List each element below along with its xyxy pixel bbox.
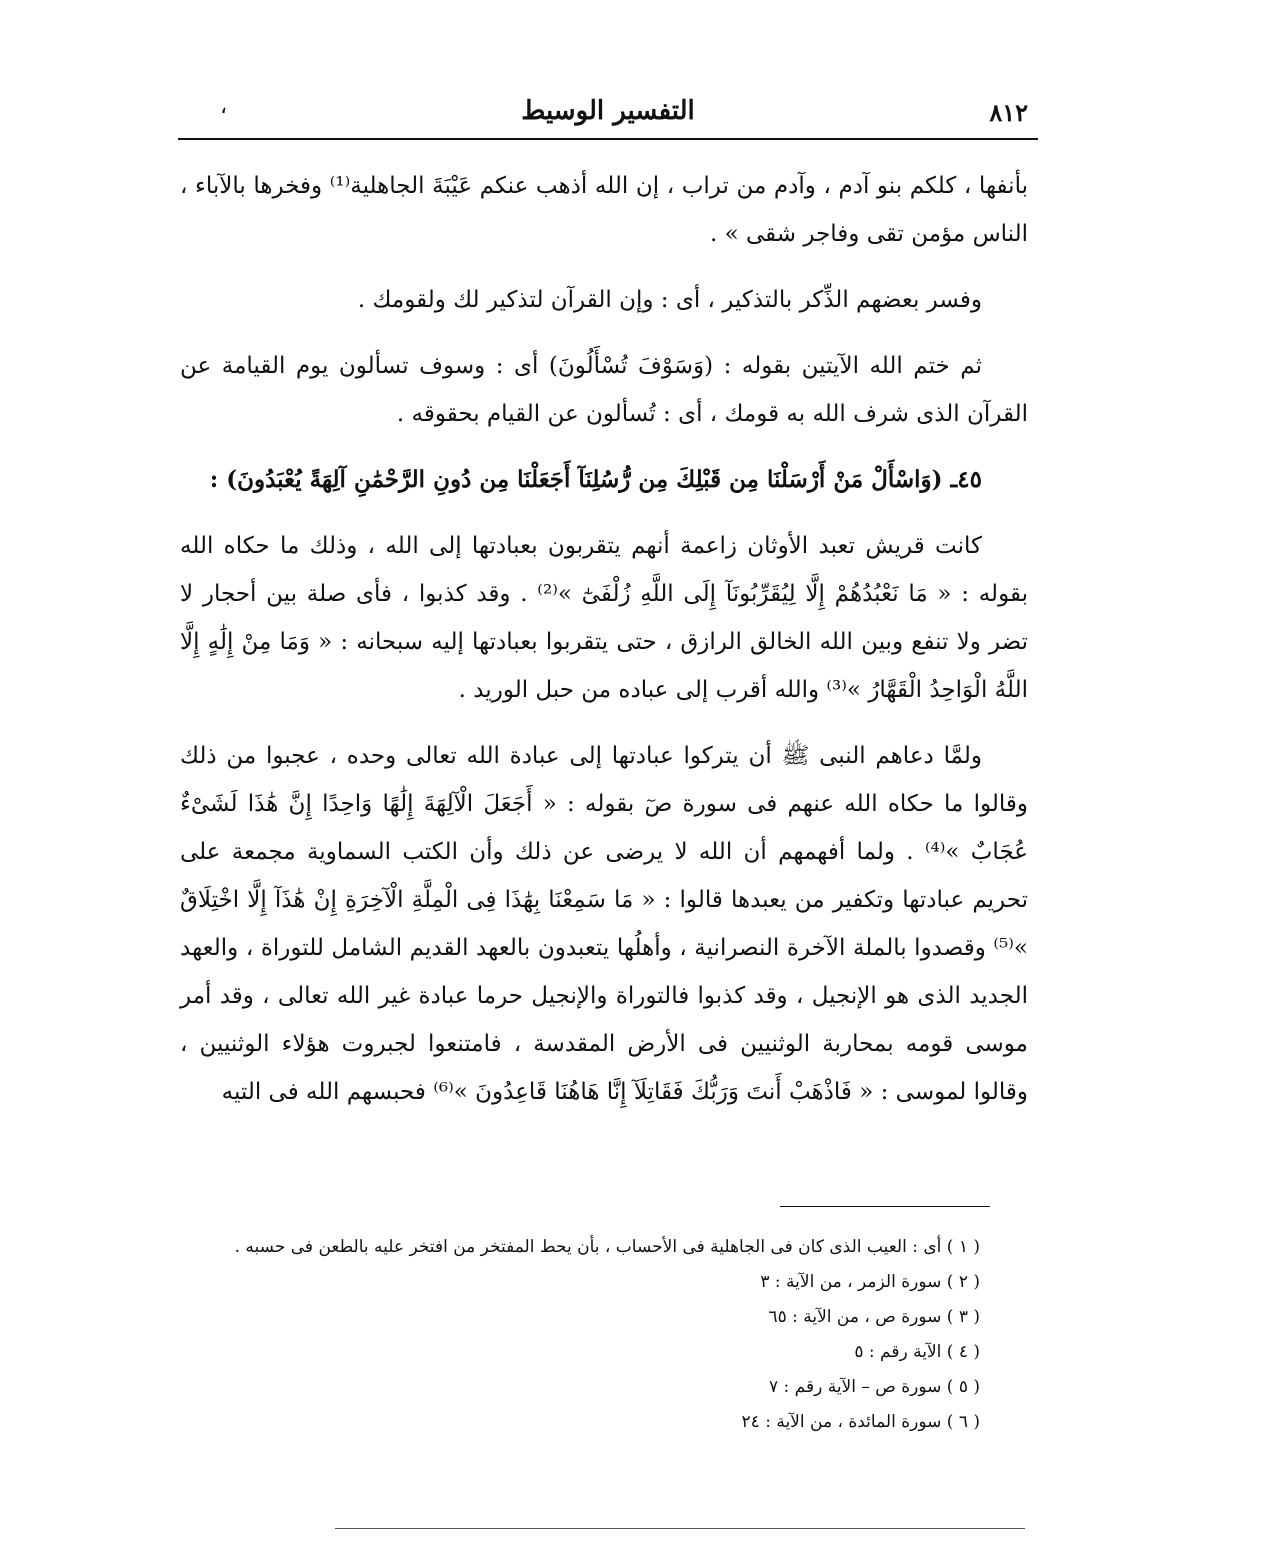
bottom-edge-line bbox=[335, 1528, 1025, 1529]
footnote-3: ( ٣ ) سورة ص ، من الآية : ٦٥ bbox=[768, 1307, 980, 1327]
footnote-divider bbox=[780, 1206, 990, 1207]
paragraph-dhikr: وفسر بعضهم الذِّكر بالتذكير ، أى : وإن القرآن لتذكير لك ولقومك . bbox=[357, 287, 982, 313]
footnote-1: ( ١ ) أى : العيب الذى كان فى الجاهلية فى الأحساب ، بأن يحط المفتخر من افتخر عليه بالطعن فى حسبه . bbox=[234, 1237, 980, 1257]
footnote-4: ( ٤ ) الآية رقم : ٥ bbox=[854, 1342, 980, 1362]
paragraph-prophet-call: ولمَّا دعاهم النبى ﷺ أن يتركوا عبادتها إلى عبادة الله تعالى وحده ، عجبوا من ذلك وقالوا ما حكاه الله عنهم فى سورة صٓ بقوله : « أَجَعَلَ الْآلِهَةَ إِلَٰهًا وَاحِدًا إِنَّ هَٰذَا لَشَىْءٌ عُجَابٌ »⁽⁴⁾ . ولما أفهمهم أن الله لا يرضى عن ذلك وأن الكتب السماوية مجمعة على تحريم عبادتها وتكفير من يعبدها قالوا : « مَا سَمِعْنَا بِهَٰذَا فِى الْمِلَّةِ الْآخِرَةِ إِنْ هَٰذَآ إِلَّا اخْتِلَاقٌ »⁽⁵⁾ وقصدوا بالملة الآخرة النصرانية ، وأهلُها يتعبدون بالعهد القديم الشامل للتوراة ، والعهد الجديد الذى هو الإنجيل ، وقد كذبوا فالتوراة والإنجيل حرما عبادة غير الله تعالى ، وقد أمر موسى قومه بمحاربة الوثنيين فى الأرض المقدسة ، فامتنعوا لجبروت هؤلاء الوثنيين ، وقالوا لموسى : « فَاذْهَبْ أَنتَ وَرَبُّكَ فَقَاتِلَآ إِنَّا هَاهُنَا قَاعِدُونَ »⁽⁶⁾ فحبسهم الله فى التيه bbox=[180, 743, 1029, 1105]
page-number: ٨١٢ bbox=[989, 98, 1028, 127]
footnotes bbox=[200, 1230, 980, 1440]
paragraph-hadith-end: بأنفها ، كلكم بنو آدم ، وآدم من تراب ، إن الله أذهب عنكم عَيْبَةَ الجاهلية⁽¹⁾ وفخرها بالآباء ، الناس مؤمن تقى وفاجر شقى » . bbox=[180, 173, 1028, 247]
main-text bbox=[180, 162, 1028, 1134]
page-header bbox=[178, 92, 1038, 138]
footnote-5: ( ٥ ) سورة ص – الآية رقم : ٧ bbox=[768, 1377, 980, 1397]
running-title: التفسير الوسيط bbox=[521, 96, 695, 126]
header-divider bbox=[178, 138, 1038, 140]
paragraph-quraysh: كانت قريش تعبد الأوثان زاعمة أنهم يتقربون بعبادتها إلى الله ، وذلك ما حكاه الله بقوله : « مَا نَعْبُدُهُمْ إِلَّا لِيُقَرِّبُونَآ إِلَى اللَّهِ زُلْفَىٰٓ »⁽²⁾ . وقد كذبوا ، فأى صلة بين أحجار لا تضر ولا تنفع وبين الله الخالق الرازق ، حتى يتقربوا بعبادتها إليه سبحانه : « وَمَا مِنْ إِلَٰهٍ إِلَّا اللَّهُ الْوَاحِدُ الْقَهَّارُ »⁽³⁾ والله أقرب إلى عباده من حبل الوريد . bbox=[180, 533, 1028, 703]
paragraph-questioning: ثم ختم الله الآيتين بقوله : (وَسَوْفَ تُسْأَلُونَ) أى : وسوف تسألون يوم القيامة عن القرآن الذى شرف الله به قومك ، أى : تُسألون عن القيام بحقوقه . bbox=[180, 353, 1028, 427]
header-mark: ، bbox=[220, 94, 228, 119]
footnote-6: ( ٦ ) سورة المائدة ، من الآية : ٢٤ bbox=[741, 1412, 980, 1432]
verse-45-heading: ٤٥ـ (وَاسْأَلْ مَنْ أَرْسَلْنَا مِن قَبْلِكَ مِن رُّسُلِنَآ أَجَعَلْنَا مِن دُونِ الرَّحْمَٰنِ آلِهَةً يُعْبَدُونَ) : bbox=[209, 466, 982, 493]
footnote-2: ( ٢ ) سورة الزمر ، من الآية : ٣ bbox=[760, 1272, 980, 1292]
